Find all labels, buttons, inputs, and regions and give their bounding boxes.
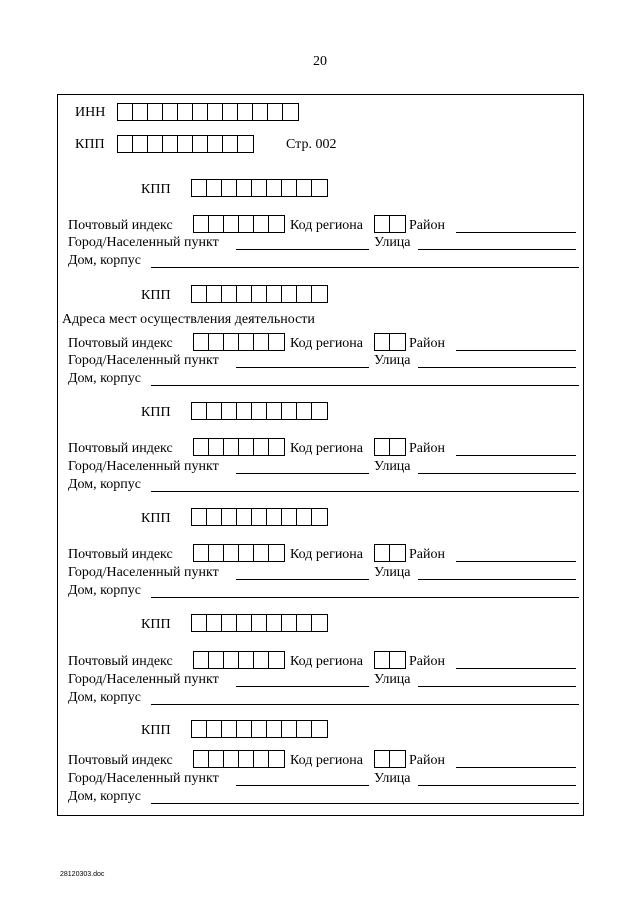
- kpp-cell[interactable]: [178, 136, 193, 152]
- inn-cell[interactable]: [193, 104, 208, 120]
- kpp-cell[interactable]: [222, 286, 237, 302]
- postal-cell[interactable]: [194, 545, 209, 561]
- postal-index-label: Почтовый индекс: [68, 547, 173, 562]
- kpp-cell[interactable]: [193, 136, 208, 152]
- inn-cell[interactable]: [253, 104, 268, 120]
- house-label: Дом, корпус: [68, 371, 141, 386]
- kpp-cell[interactable]: [267, 403, 282, 419]
- inn-cell[interactable]: [268, 104, 283, 120]
- postal-cell[interactable]: [239, 439, 254, 455]
- kpp-cell[interactable]: [222, 180, 237, 196]
- postal-cell[interactable]: [224, 545, 239, 561]
- kpp-cell[interactable]: [282, 180, 297, 196]
- postal-cell[interactable]: [224, 216, 239, 232]
- city-label: Город/Населенный пункт: [68, 771, 219, 786]
- section-kpp-cells: [191, 179, 328, 197]
- kpp-cell[interactable]: [252, 403, 267, 419]
- region-cell[interactable]: [390, 751, 405, 767]
- kpp-cell[interactable]: [267, 509, 282, 525]
- city-label: Город/Населенный пункт: [68, 565, 219, 580]
- region-code-label: Код региона: [290, 336, 364, 351]
- district-label: Район: [409, 547, 445, 562]
- inn-cell[interactable]: [238, 104, 253, 120]
- district-line: [456, 232, 576, 233]
- postal-index-cells: [193, 544, 285, 562]
- postal-cell[interactable]: [254, 216, 269, 232]
- region-cell[interactable]: [390, 334, 405, 350]
- postal-cell[interactable]: [224, 334, 239, 350]
- postal-cell[interactable]: [194, 439, 209, 455]
- street-label: Улица: [374, 672, 411, 687]
- region-cell[interactable]: [375, 216, 390, 232]
- city-label: Город/Населенный пункт: [68, 353, 219, 368]
- city-line: [236, 367, 369, 368]
- kpp-cell[interactable]: [252, 509, 267, 525]
- inn-cell[interactable]: [223, 104, 238, 120]
- district-line: [456, 767, 576, 768]
- kpp-cell[interactable]: [297, 286, 312, 302]
- kpp-cell[interactable]: [312, 403, 327, 419]
- kpp-cell[interactable]: [282, 509, 297, 525]
- postal-cell[interactable]: [209, 216, 224, 232]
- inn-cells: [117, 103, 299, 121]
- region-cell[interactable]: [375, 439, 390, 455]
- kpp-cell[interactable]: [192, 286, 207, 302]
- postal-index-label: Почтовый индекс: [68, 654, 173, 669]
- district-label: Район: [409, 441, 445, 456]
- street-line: [418, 579, 576, 580]
- kpp-cell[interactable]: [163, 136, 178, 152]
- region-cell[interactable]: [375, 751, 390, 767]
- city-line: [236, 249, 369, 250]
- district-label: Район: [409, 753, 445, 768]
- kpp-cell[interactable]: [222, 403, 237, 419]
- kpp-cell[interactable]: [237, 286, 252, 302]
- kpp-label: КПП: [75, 137, 105, 152]
- section-kpp-label: КПП: [141, 511, 171, 526]
- district-label: Район: [409, 654, 445, 669]
- kpp-cell[interactable]: [297, 403, 312, 419]
- postal-cell[interactable]: [209, 334, 224, 350]
- kpp-cell[interactable]: [312, 180, 327, 196]
- kpp-cell[interactable]: [267, 615, 282, 631]
- postal-cell[interactable]: [224, 751, 239, 767]
- city-line: [236, 579, 369, 580]
- kpp-cell[interactable]: [267, 286, 282, 302]
- district-label: Район: [409, 218, 445, 233]
- kpp-cell[interactable]: [282, 403, 297, 419]
- kpp-cell[interactable]: [237, 509, 252, 525]
- kpp-cell[interactable]: [312, 615, 327, 631]
- city-line: [236, 473, 369, 474]
- region-code-cells: [374, 333, 406, 351]
- postal-index-label: Почтовый индекс: [68, 441, 173, 456]
- house-line: [151, 267, 579, 268]
- street-label: Улица: [374, 459, 411, 474]
- inn-cell[interactable]: [178, 104, 193, 120]
- street-label: Улица: [374, 771, 411, 786]
- postal-cell[interactable]: [269, 751, 284, 767]
- inn-cell[interactable]: [208, 104, 223, 120]
- region-code-label: Код региона: [290, 654, 364, 669]
- region-cell[interactable]: [390, 439, 405, 455]
- region-code-label: Код региона: [290, 753, 364, 768]
- kpp-cell[interactable]: [237, 180, 252, 196]
- kpp-cell[interactable]: [267, 180, 282, 196]
- postal-cell[interactable]: [254, 439, 269, 455]
- city-label: Город/Населенный пункт: [68, 459, 219, 474]
- kpp-cell[interactable]: [282, 721, 297, 737]
- kpp-cell[interactable]: [237, 721, 252, 737]
- postal-cell[interactable]: [269, 334, 284, 350]
- postal-cell[interactable]: [254, 652, 269, 668]
- kpp-cell[interactable]: [192, 615, 207, 631]
- region-cell[interactable]: [375, 334, 390, 350]
- city-label: Город/Населенный пункт: [68, 235, 219, 250]
- street-label: Улица: [374, 235, 411, 250]
- section-kpp-label: КПП: [141, 182, 171, 197]
- postal-cell[interactable]: [254, 334, 269, 350]
- postal-cell[interactable]: [269, 439, 284, 455]
- page-label: Стр. 002: [286, 137, 337, 152]
- kpp-cell[interactable]: [207, 721, 222, 737]
- postal-index-cells: [193, 333, 285, 351]
- district-label: Район: [409, 336, 445, 351]
- kpp-cell[interactable]: [207, 615, 222, 631]
- house-line: [151, 491, 579, 492]
- district-line: [456, 561, 576, 562]
- kpp-cell[interactable]: [252, 180, 267, 196]
- postal-cell[interactable]: [194, 216, 209, 232]
- postal-cell[interactable]: [224, 652, 239, 668]
- inn-cell[interactable]: [133, 104, 148, 120]
- section-kpp-label: КПП: [141, 617, 171, 632]
- kpp-cell[interactable]: [222, 615, 237, 631]
- kpp-cell[interactable]: [297, 509, 312, 525]
- region-code-cells: [374, 651, 406, 669]
- kpp-cell[interactable]: [207, 509, 222, 525]
- region-code-label: Код региона: [290, 441, 364, 456]
- kpp-cell[interactable]: [252, 286, 267, 302]
- region-code-label: Код региона: [290, 218, 364, 233]
- postal-cell[interactable]: [194, 751, 209, 767]
- street-label: Улица: [374, 353, 411, 368]
- kpp-cells: [117, 135, 254, 153]
- region-code-cells: [374, 544, 406, 562]
- kpp-cell[interactable]: [222, 509, 237, 525]
- postal-cell[interactable]: [194, 652, 209, 668]
- postal-cell[interactable]: [269, 216, 284, 232]
- district-line: [456, 668, 576, 669]
- inn-cell[interactable]: [148, 104, 163, 120]
- kpp-cell[interactable]: [237, 403, 252, 419]
- kpp-cell[interactable]: [297, 721, 312, 737]
- postal-cell[interactable]: [239, 652, 254, 668]
- region-code-label: Код региона: [290, 547, 364, 562]
- form-frame: [57, 94, 584, 816]
- kpp-cell[interactable]: [312, 721, 327, 737]
- postal-index-label: Почтовый индекс: [68, 336, 173, 351]
- postal-cell[interactable]: [239, 334, 254, 350]
- kpp-cell[interactable]: [312, 509, 327, 525]
- inn-label: ИНН: [75, 105, 106, 120]
- house-label: Дом, корпус: [68, 789, 141, 804]
- kpp-cell[interactable]: [222, 721, 237, 737]
- section-kpp-cells: [191, 508, 328, 526]
- postal-index-cells: [193, 438, 285, 456]
- kpp-cell[interactable]: [192, 721, 207, 737]
- street-line: [418, 686, 576, 687]
- kpp-cell[interactable]: [207, 180, 222, 196]
- postal-index-cells: [193, 215, 285, 233]
- street-line: [418, 249, 576, 250]
- house-label: Дом, корпус: [68, 690, 141, 705]
- postal-cell[interactable]: [269, 545, 284, 561]
- house-line: [151, 803, 579, 804]
- footer-filename: 28120303.doc: [60, 871, 105, 878]
- postal-cell[interactable]: [209, 439, 224, 455]
- city-line: [236, 686, 369, 687]
- region-code-cells: [374, 215, 406, 233]
- kpp-cell[interactable]: [207, 286, 222, 302]
- postal-cell[interactable]: [269, 652, 284, 668]
- street-line: [418, 473, 576, 474]
- section-kpp-cells: [191, 614, 328, 632]
- section-kpp-label: КПП: [141, 288, 171, 303]
- section-kpp-cells: [191, 285, 328, 303]
- kpp-cell[interactable]: [282, 615, 297, 631]
- kpp-cell[interactable]: [297, 615, 312, 631]
- house-label: Дом, корпус: [68, 477, 141, 492]
- postal-cell[interactable]: [209, 751, 224, 767]
- kpp-cell[interactable]: [237, 615, 252, 631]
- kpp-cell[interactable]: [192, 509, 207, 525]
- kpp-cell[interactable]: [282, 286, 297, 302]
- kpp-cell[interactable]: [208, 136, 223, 152]
- region-cell[interactable]: [390, 216, 405, 232]
- postal-cell[interactable]: [239, 751, 254, 767]
- postal-index-cells: [193, 651, 285, 669]
- section-kpp-cells: [191, 720, 328, 738]
- kpp-cell[interactable]: [192, 403, 207, 419]
- postal-cell[interactable]: [239, 216, 254, 232]
- region-cell[interactable]: [390, 652, 405, 668]
- house-line: [151, 704, 579, 705]
- kpp-cell[interactable]: [312, 286, 327, 302]
- street-label: Улица: [374, 565, 411, 580]
- activity-places-title: Адреса мест осуществления деятельности: [62, 312, 315, 327]
- house-label: Дом, корпус: [68, 583, 141, 598]
- kpp-cell[interactable]: [297, 180, 312, 196]
- inn-cell[interactable]: [118, 104, 133, 120]
- region-code-cells: [374, 750, 406, 768]
- kpp-cell[interactable]: [223, 136, 238, 152]
- postal-index-cells: [193, 750, 285, 768]
- kpp-cell[interactable]: [252, 615, 267, 631]
- postal-cell[interactable]: [239, 545, 254, 561]
- postal-cell[interactable]: [209, 545, 224, 561]
- region-code-cells: [374, 438, 406, 456]
- house-line: [151, 385, 579, 386]
- district-line: [456, 350, 576, 351]
- inn-cell[interactable]: [283, 104, 298, 120]
- section-kpp-label: КПП: [141, 723, 171, 738]
- district-line: [456, 455, 576, 456]
- postal-cell[interactable]: [254, 545, 269, 561]
- region-cell[interactable]: [390, 545, 405, 561]
- page-number: 20: [313, 54, 327, 69]
- kpp-cell[interactable]: [192, 180, 207, 196]
- kpp-cell[interactable]: [118, 136, 133, 152]
- inn-cell[interactable]: [163, 104, 178, 120]
- street-line: [418, 785, 576, 786]
- kpp-cell[interactable]: [252, 721, 267, 737]
- house-line: [151, 597, 579, 598]
- street-line: [418, 367, 576, 368]
- postal-cell[interactable]: [254, 751, 269, 767]
- house-label: Дом, корпус: [68, 253, 141, 268]
- city-label: Город/Населенный пункт: [68, 672, 219, 687]
- section-kpp-cells: [191, 402, 328, 420]
- postal-index-label: Почтовый индекс: [68, 218, 173, 233]
- kpp-cell[interactable]: [207, 403, 222, 419]
- section-kpp-label: КПП: [141, 405, 171, 420]
- postal-cell[interactable]: [209, 652, 224, 668]
- postal-cell[interactable]: [224, 439, 239, 455]
- postal-cell[interactable]: [194, 334, 209, 350]
- kpp-cell[interactable]: [148, 136, 163, 152]
- region-cell[interactable]: [375, 652, 390, 668]
- postal-index-label: Почтовый индекс: [68, 753, 173, 768]
- region-cell[interactable]: [375, 545, 390, 561]
- kpp-cell[interactable]: [267, 721, 282, 737]
- kpp-cell[interactable]: [133, 136, 148, 152]
- city-line: [236, 785, 369, 786]
- kpp-cell[interactable]: [238, 136, 253, 152]
